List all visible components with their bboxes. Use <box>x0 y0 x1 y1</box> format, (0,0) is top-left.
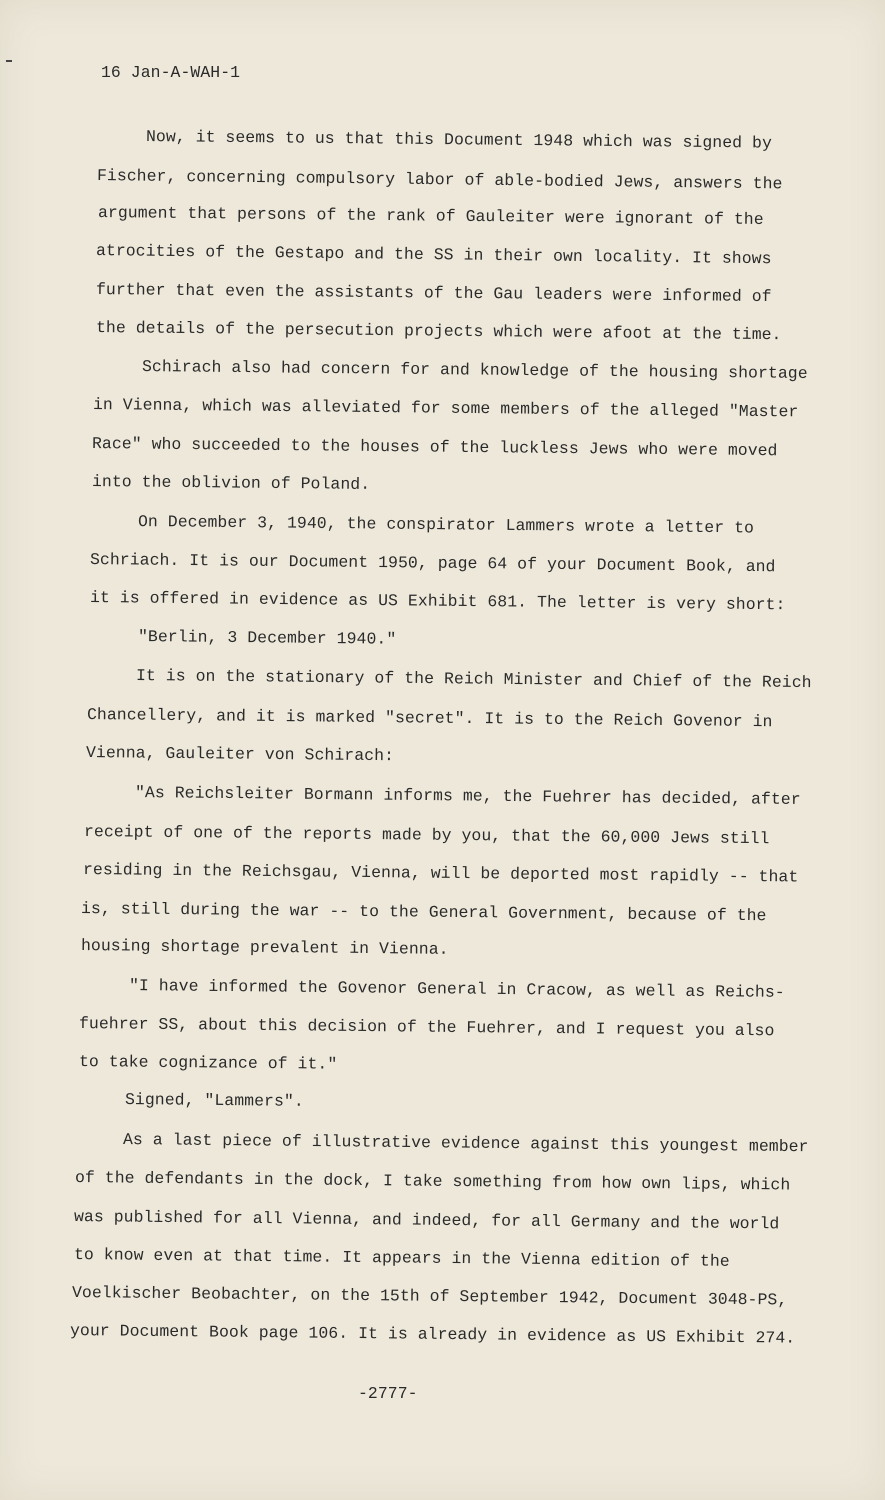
text-line: Schriach. It is our Document 1950, page 64 of your Document Book, and <box>89 550 776 577</box>
text-line: of the defendants in the dock, I take something from how own lips, which <box>74 1168 791 1195</box>
text-line: "I have informed the Govenor General in Cracow, as well as Reichs- <box>128 976 785 1002</box>
text-line: Vienna, Gauleiter von Schirach: <box>85 743 395 766</box>
text-line: "As Reichsleiter Bormann informs me, the Fuehrer has decided, after <box>134 783 801 809</box>
text-line: Voelkischer Beobachter, on the 15th of September 1942, Document 3048-PS, <box>71 1283 788 1310</box>
margin-mark <box>6 60 12 62</box>
text-line: Race" who succeeded to the houses of the luckless Jews who were moved <box>91 434 778 461</box>
text-line: argument that persons of the rank of Gauleiter were ignorant of the <box>97 203 764 229</box>
text-line: it is offered in evidence as US Exhibit 681. The letter is very short: <box>89 588 786 615</box>
text-line: to know even at that time. It appears in the Vienna edition of the <box>73 1245 730 1271</box>
text-line: Fischer, concerning compulsory labor of able-bodied Jews, answers the <box>96 166 783 194</box>
page-number: -2777- <box>358 1384 418 1403</box>
text-line: Signed, "Lammers". <box>124 1090 304 1111</box>
text-line: On December 3, 1940, the conspirator Lammers wrote a letter to <box>137 512 755 538</box>
text-line: receipt of one of the reports made by you, that the 60,000 Jews still <box>83 822 770 849</box>
text-line: into the oblivion of Poland. <box>91 472 371 494</box>
text-line: was published for all Vienna, and indeed, for all Germany and the world <box>73 1207 780 1234</box>
text-line: "Berlin, 3 December 1940." <box>137 627 397 649</box>
text-line: residing in the Reichsgau, Vienna, will be deported most rapidly -- that <box>82 860 799 887</box>
text-line: fuehrer SS, about this decision of the Fuehrer, and I request you also <box>78 1014 775 1041</box>
text-line: housing shortage prevalent in Vienna. <box>80 936 449 959</box>
header-reference: 16 Jan-A-WAH-1 <box>101 63 241 82</box>
text-line: Chancellery, and it is marked "secret". It is to the Reich Govenor in <box>86 705 773 732</box>
text-line: in Vienna, which was alleviated for some members of the alleged "Master <box>92 395 799 422</box>
text-line: Now, it seems to us that this Document 1948 which was signed by <box>145 127 773 153</box>
text-line: further that even the assistants of the Gau leaders were informed of <box>95 280 772 307</box>
text-line: atrocities of the Gestapo and the SS in their own locality. It shows <box>95 241 772 269</box>
text-line: As a last piece of illustrative evidence against this youngest member <box>122 1130 809 1157</box>
text-line: Schirach also had concern for and knowledge of the housing shortage <box>141 357 808 383</box>
text-line: is, still during the war -- to the General Government, because of the <box>80 899 767 926</box>
text-line: to take cognizance of it." <box>78 1052 338 1074</box>
text-line: your Document Book page 106. It is already in evidence as US Exhibit 274. <box>69 1321 796 1348</box>
text-line: the details of the persecution projects which were afoot at the time. <box>95 318 782 345</box>
text-line: It is on the stationary of the Reich Minister and Chief of the Reich <box>135 666 812 693</box>
